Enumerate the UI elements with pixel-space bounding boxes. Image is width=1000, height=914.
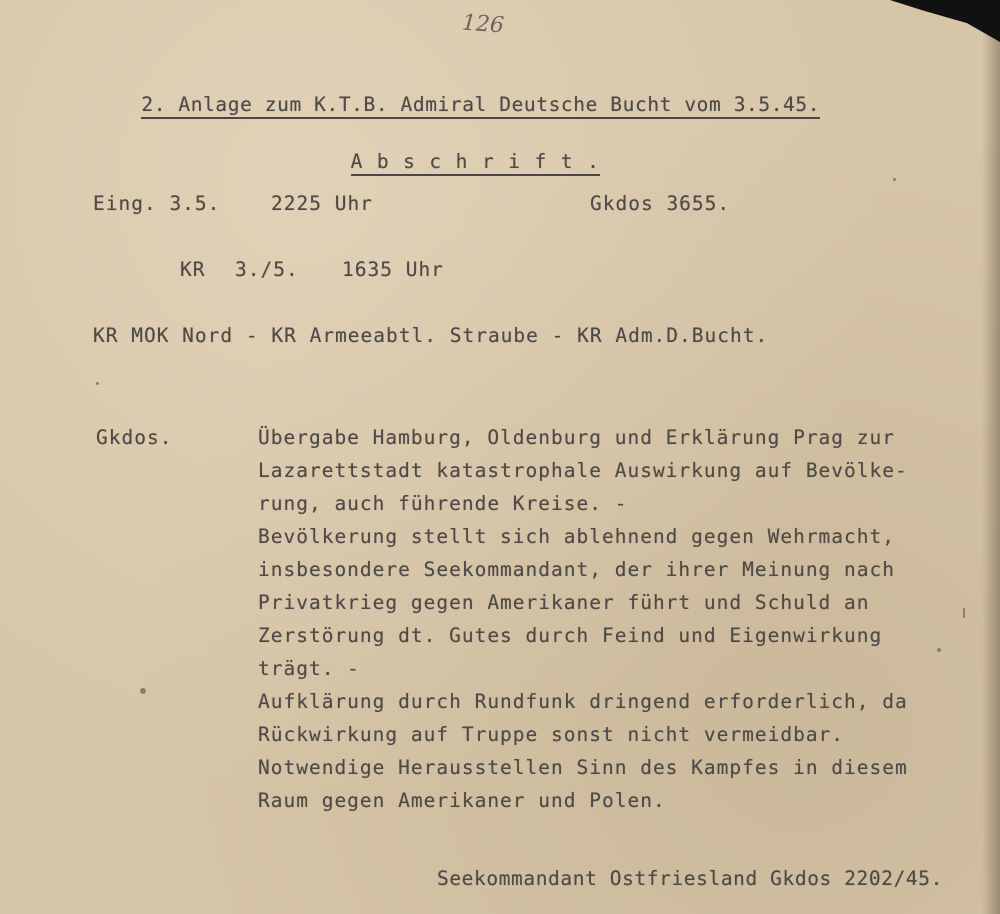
message-line: Zerstörung dt. Gutes durch Feind und Eigenwirkung: [258, 624, 883, 647]
page-number: 126: [461, 10, 505, 39]
gkdos-number: Gkdos 3655.: [590, 192, 731, 215]
message-label: Gkdos.: [96, 426, 173, 449]
paper-speck: [893, 178, 896, 181]
document-title: 2. Anlage zum K.T.B. Admiral Deutsche Bucht vom 3.5.45.: [141, 93, 820, 119]
message-line: Übergabe Hamburg, Oldenburg und Erklärung Prag zur: [258, 426, 895, 449]
message-line: insbesondere Seekommandant, der ihrer Meinung nach: [258, 558, 895, 581]
signature-line: Seekommandant Ostfriesland Gkdos 2202/45.: [437, 867, 943, 890]
kr-time: 1635 Uhr: [342, 258, 444, 281]
recipients-line: KR MOK Nord - KR Armeeabtl. Straube - KR Adm.D.Bucht.: [93, 324, 769, 347]
message-line: Lazarettstadt katastrophale Auswirkung auf Bevölke-: [258, 459, 908, 482]
message-line: rung, auch führende Kreise. -: [258, 492, 628, 515]
document-subtitle: A b s c h r i f t .: [351, 150, 601, 176]
received-time: 2225 Uhr: [271, 192, 373, 215]
received-label: Eing. 3.5.: [93, 192, 221, 215]
message-line: Privatkrieg gegen Amerikaner führt und Schuld an: [258, 591, 870, 614]
kr-date: 3./5.: [235, 258, 299, 281]
paper-speck: [937, 648, 941, 652]
message-line: trägt. -: [258, 657, 360, 680]
paper-speck: [96, 382, 99, 385]
paper-speck: [140, 688, 146, 694]
message-line: Aufklärung durch Rundfunk dringend erforderlich, da: [258, 690, 908, 713]
kr-label: KR: [180, 258, 206, 281]
message-line: Notwendige Herausstellen Sinn des Kampfes in diesem: [258, 756, 908, 779]
message-line: Raum gegen Amerikaner und Polen.: [258, 789, 666, 812]
message-line: Bevölkerung stellt sich ablehnend gegen Wehrmacht,: [258, 525, 895, 548]
scan-shadow-edge: [982, 0, 1000, 914]
paper-speck: [963, 608, 965, 618]
message-line: Rückwirkung auf Truppe sonst nicht vermeidbar.: [258, 723, 845, 746]
